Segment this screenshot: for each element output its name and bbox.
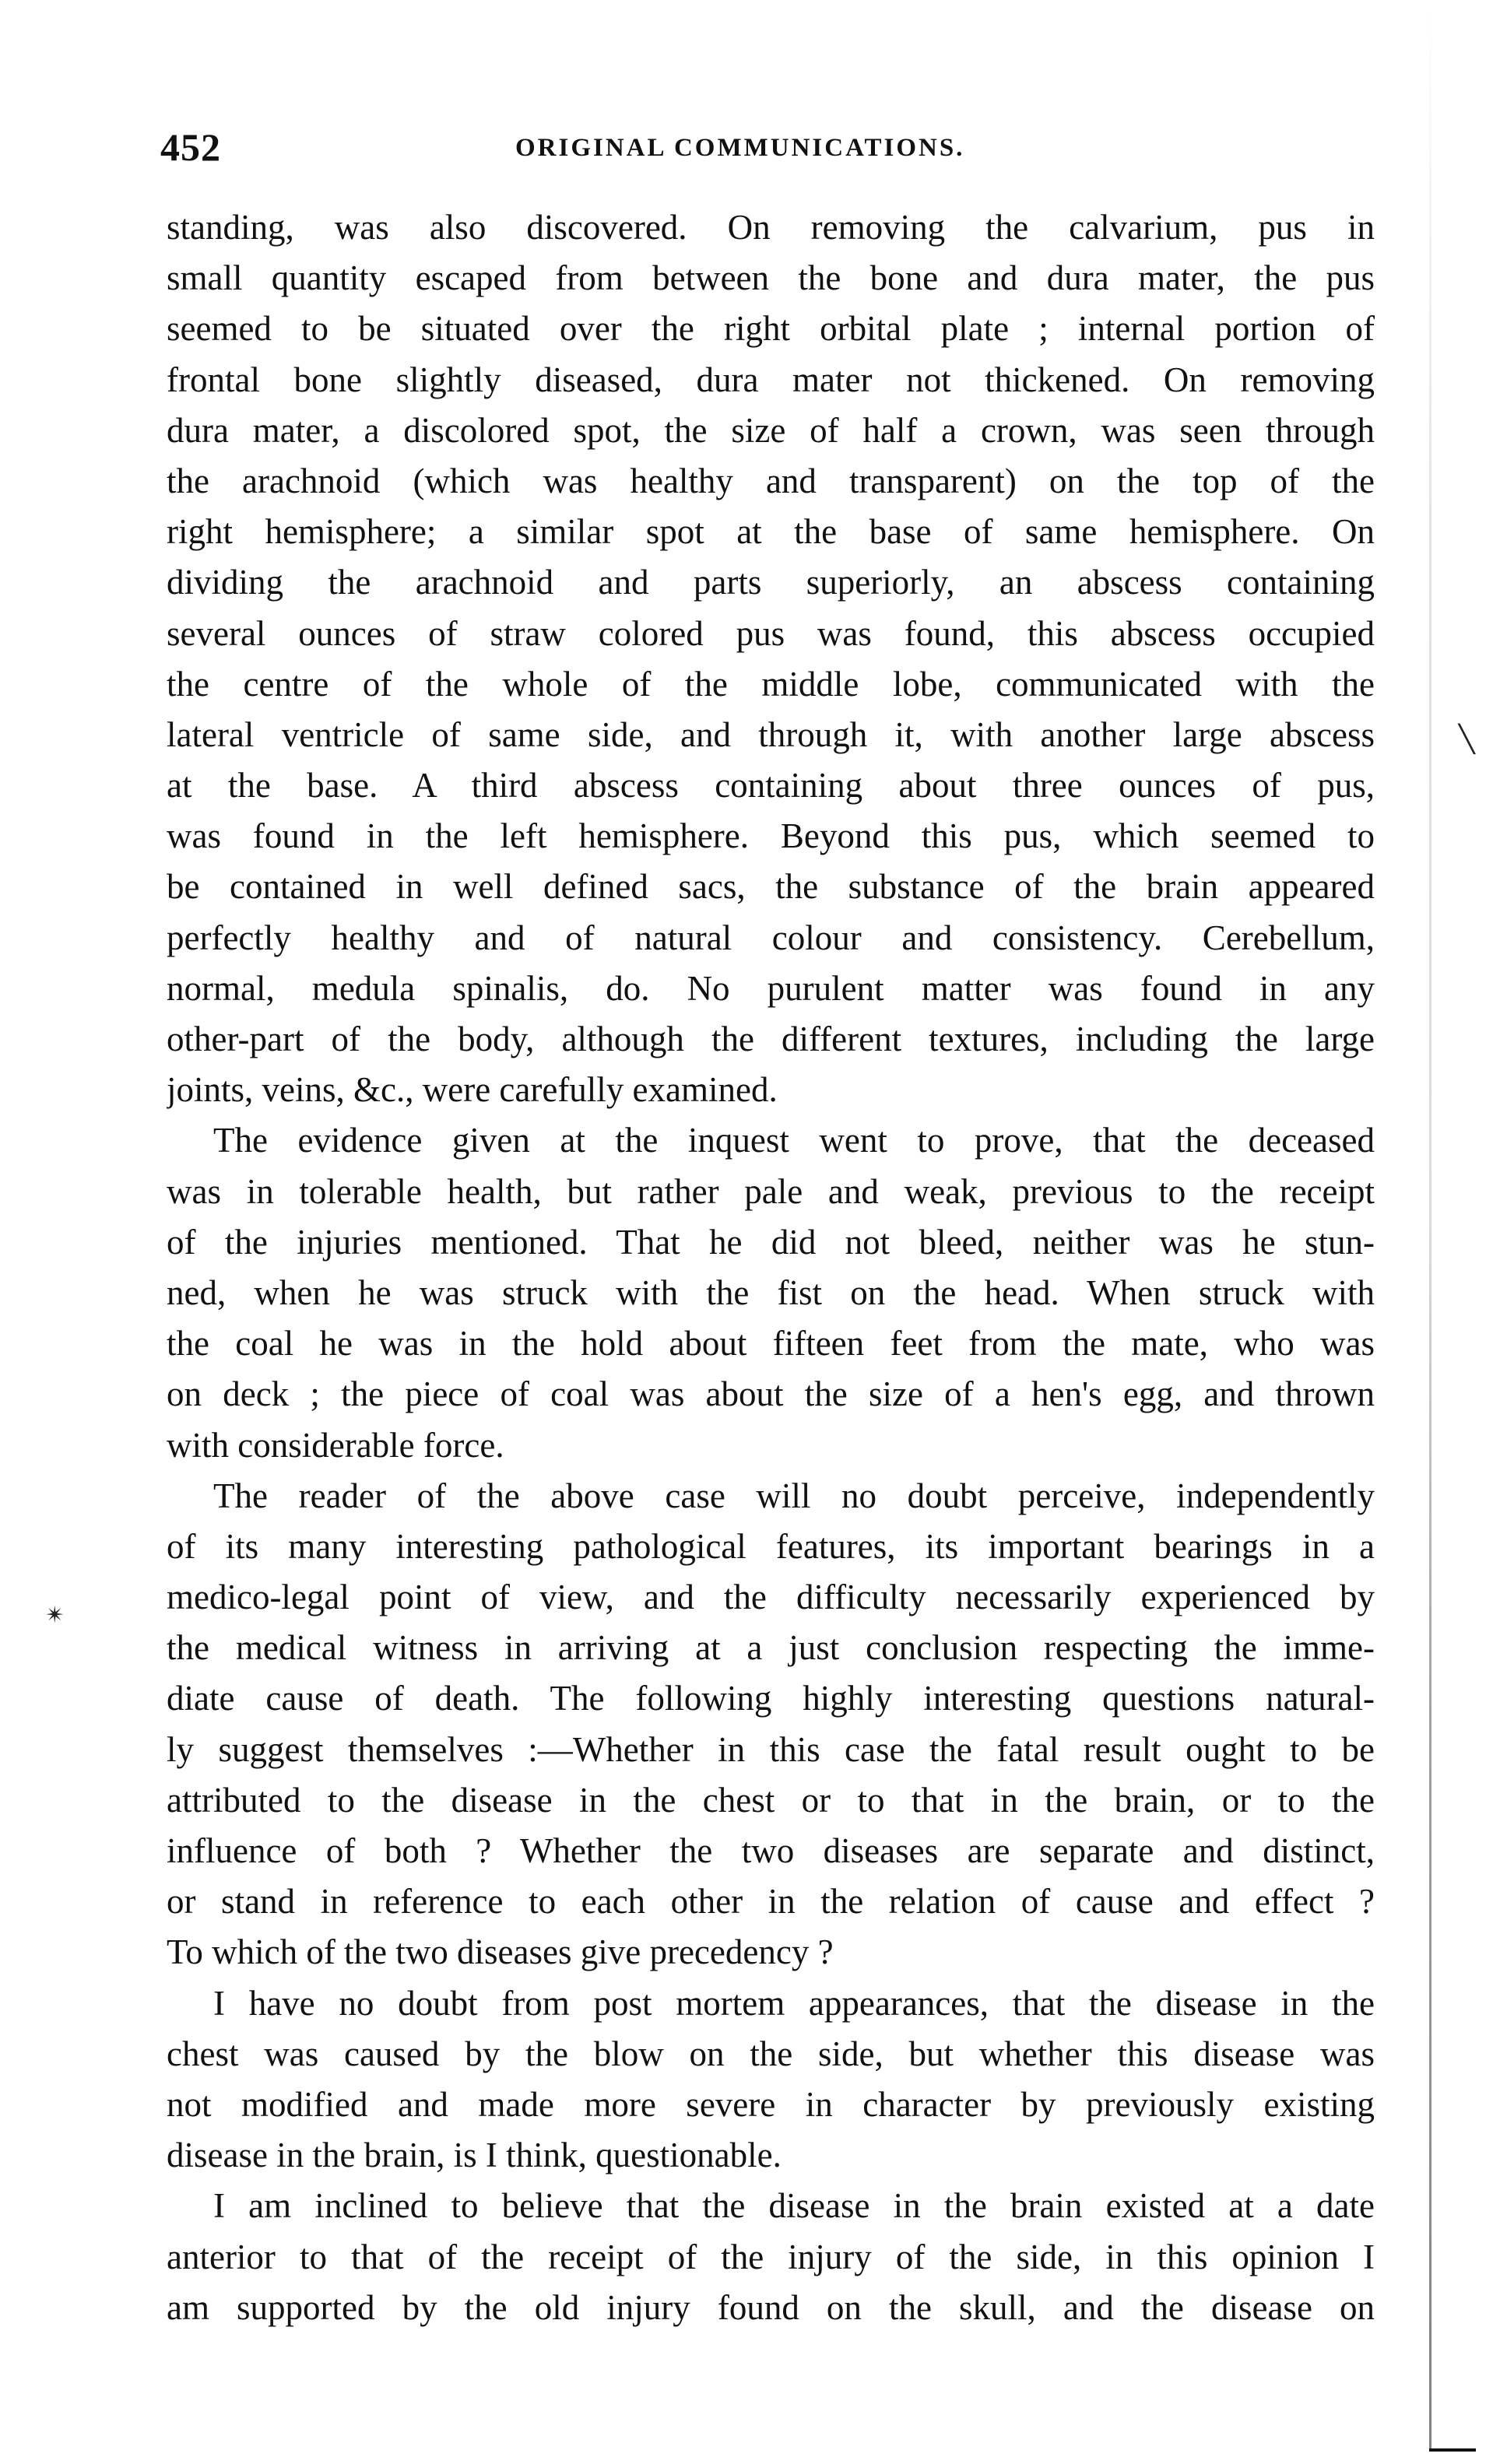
margin-mark-left: ✴	[45, 1602, 65, 1628]
text-line: joints, veins, &c., were carefully examined.	[167, 1070, 778, 1110]
text-line: medico-legal point of view, and the difficulty necessarily experienced by	[167, 1578, 1375, 1617]
page-edge-shadow	[1429, 8, 1431, 2452]
text-line: the coal he was in the hold about fifteen feet from the mate, who was	[167, 1324, 1375, 1364]
text-line: several ounces of straw colored pus was found, this abscess occupied	[167, 613, 1375, 653]
text-line: ly suggest themselves :—Whether in this case the fatal result ought to be	[167, 1729, 1375, 1769]
text-line: normal, medula spinalis, do. No purulent matter was found in any	[167, 968, 1375, 1008]
text-line: standing, was also discovered. On removing the calvarium, pus in	[167, 208, 1375, 247]
text-line: dividing the arachnoid and parts superiorly, an abscess containing	[167, 563, 1375, 602]
paragraph-first-line: The evidence given at the inquest went to prove, that the deceased	[213, 1121, 1375, 1160]
text-line: on deck ; the piece of coal was about the size of a hen's egg, and thrown	[167, 1374, 1375, 1414]
running-head: ORIGINAL COMMUNICATIONS.	[515, 134, 965, 162]
text-line: perfectly healthy and of natural colour and consistency. Cerebellum,	[167, 918, 1375, 957]
text-line: the medical witness in arriving at a just conclusion respecting the imme-	[167, 1628, 1375, 1668]
text-line: ned, when he was struck with the fist on the head. When struck with	[167, 1272, 1375, 1312]
text-line: small quantity escaped from between the bone and dura mater, the pus	[167, 258, 1375, 298]
text-line: with considerable force.	[167, 1425, 504, 1465]
text-line: be contained in well defined sacs, the substance of the brain appeared	[167, 867, 1375, 907]
text-line: the centre of the whole of the middle lobe, communicated with the	[167, 664, 1375, 704]
text-line: the arachnoid (which was healthy and transparent) on the top of the	[167, 461, 1375, 500]
text-line: at the base. A third abscess containing about three ounces of pus,	[167, 766, 1375, 806]
text-line: To which of the two diseases give precedency ?	[167, 1932, 834, 1972]
text-line: seemed to be situated over the right orbital plate ; internal portion of	[167, 309, 1375, 349]
body-text	[167, 202, 1375, 2333]
margin-mark-right: ╲	[1459, 725, 1475, 754]
text-line: am supported by the old injury found on the skull, and the disease on	[167, 2287, 1375, 2327]
page-corner-mark	[1429, 2448, 1476, 2452]
paragraph-first-line: I am inclined to believe that the disease in the brain existed at a date	[213, 2186, 1375, 2226]
page-number: 452	[160, 125, 221, 169]
text-line: other-part of the body, although the different textures, including the large	[167, 1020, 1375, 1058]
text-line: lateral ventricle of same side, and through it, with another large abscess	[167, 714, 1375, 754]
paragraph-first-line: The reader of the above case will no doubt perceive, independently	[213, 1476, 1375, 1515]
page-header	[160, 125, 1032, 171]
text-line: disease in the brain, is I think, questionable.	[167, 2136, 782, 2175]
paragraph-first-line: I have no doubt from post mortem appearances, that the disease in the	[213, 1983, 1375, 2023]
text-line: was in tolerable health, but rather pale and weak, previous to the receipt	[167, 1171, 1375, 1211]
text-line: or stand in reference to each other in the relation of cause and effect ?	[167, 1882, 1375, 1922]
text-line: of the injuries mentioned. That he did not bleed, neither was he stun-	[167, 1222, 1375, 1262]
text-line: frontal bone slightly diseased, dura mater not thickened. On removing	[167, 360, 1375, 399]
text-line: attributed to the disease in the chest or to that in the brain, or to the	[167, 1780, 1375, 1820]
text-line: diate cause of death. The following highly interesting questions natural-	[167, 1679, 1375, 1718]
text-line: of its many interesting pathological features, its important bearings in a	[167, 1526, 1375, 1566]
text-line: chest was caused by the blow on the side, but whether this disease was	[167, 2034, 1375, 2073]
text-line: was found in the left hemisphere. Beyond this pus, which seemed to	[167, 816, 1375, 856]
text-line: right hemisphere; a similar spot at the base of same hemisphere. On	[167, 512, 1375, 552]
text-line: influence of both ? Whether the two diseases are separate and distinct,	[167, 1831, 1375, 1870]
text-line: dura mater, a discolored spot, the size of half a crown, was seen through	[167, 410, 1375, 450]
text-line: not modified and made more severe in character by previously existing	[167, 2084, 1375, 2124]
text-line: anterior to that of the receipt of the injury of the side, in this opinion I	[167, 2237, 1375, 2276]
